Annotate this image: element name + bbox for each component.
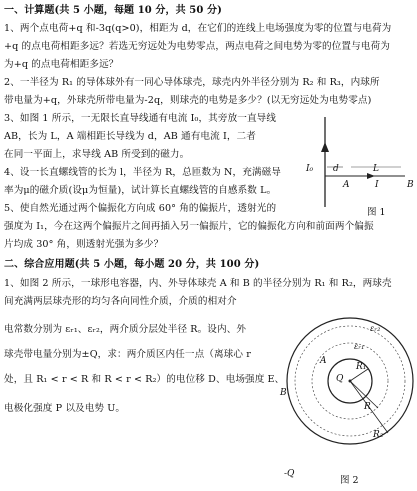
label-i: I — [375, 180, 379, 190]
label-a: A — [343, 180, 350, 190]
figure-1-diagram — [305, 112, 415, 222]
s2-q1-line1: 1、如图 2 所示，一球形电容器，内、外导体球壳 A 和 B 的半径分别为 R₁ 和 R₂，两球壳 — [4, 278, 392, 289]
s2-q1-line5: 处，且 R₁ < r < R 和 R < r < R₂）的电位移 D、电场强度 E、 — [4, 374, 285, 385]
q5-line3: 片均成 30° 角，则透射光强为多少？ — [4, 239, 164, 250]
section1-heading: 一、计算题(共 5 小题，每题 10 分，共 50 分) — [4, 5, 222, 16]
current-arrow-up — [321, 142, 329, 152]
figure-1-caption: 图 1 — [367, 207, 386, 218]
q3-line1: 3、如图 1 所示，一无限长直导线通有电流 I₀，其旁放一直导线 — [4, 113, 277, 124]
s2-q1-line2: 间充满两层球壳形的均匀各向同性介质，介质的相对介 — [4, 296, 237, 307]
figure-2-diagram — [270, 296, 417, 487]
label-q: Q — [336, 374, 344, 384]
label-l: L — [373, 164, 379, 174]
label-minus-q: -Q — [284, 469, 295, 479]
label-d: d — [333, 164, 339, 174]
figure-1 — [305, 112, 415, 222]
label-epsilon-r1: εᵣ₁ — [354, 342, 365, 351]
q1-line2: +q 的点电荷相距多远？若选无穷远处为电势零点，两点电荷之间电势为零的位置与电荷为 — [4, 41, 390, 52]
q5-line1: 5、使自然光通过两个偏振化方向成 60° 角的偏振片，透射光的 — [4, 203, 277, 214]
figure-2 — [270, 296, 417, 487]
label-epsilon-r2: εᵣ₂ — [370, 324, 381, 333]
label-b: B — [407, 180, 414, 190]
section2-heading: 二、综合应用题(共 5 小题，每小题 20 分，共 100 分) — [4, 259, 260, 270]
q3-line2: AB，长为 L，A 端相距长导线为 d，AB 通有电流 I，二者 — [4, 131, 256, 142]
label-b: B — [280, 388, 287, 398]
s2-q1-line4: 球壳带电量分别为±Q，求：两介质区内任一点（离球心 r — [4, 349, 251, 360]
figure-2-caption: 图 2 — [340, 475, 359, 486]
label-r: R — [364, 402, 371, 412]
label-a: A — [320, 356, 327, 366]
center-point — [349, 380, 352, 383]
q5-line2: 强度为 I₁，今在这两个偏振片之间再插入另一偏振片，它的偏振化方向和前面两个偏振 — [4, 221, 374, 232]
label-r2: R₂ — [373, 430, 384, 440]
q2-line1: 2、一半径为 R₁ 的导体球外有一同心导体球壳，球壳内外半径分别为 R₂ 和 R₃，内球所 — [4, 77, 380, 88]
label-i0: I₀ — [306, 164, 314, 174]
q4-line2: 率为μ的磁介质(设μ为恒量)，试计算长直螺线管的自感系数 L。 — [4, 185, 277, 196]
q4-line1: 4、设一长直螺线管的长为 l，半径为 R，总匝数为 N，充满磁导 — [4, 167, 281, 178]
q1-line1: 1、两个点电荷+q 和-3q(q>0)，相距为 d，在它们的连线上电场强度为零的位置与电荷为 — [4, 23, 392, 34]
label-r1: R₁ — [356, 362, 367, 372]
q3-line3: 在同一平面上，求导线 AB 所受到的磁力。 — [4, 149, 190, 160]
s2-q1-line3: 电常数分别为 εᵣ₁、εᵣ₂，两介质分层处半径 R。设内、外 — [4, 324, 247, 335]
q1-line3: 为+q 的点电荷相距多远？ — [4, 59, 119, 70]
q2-line2: 带电量为+q，外球壳所带电量为-2q，则球壳的电势是多少？(以无穷远处为电势零点) — [4, 95, 372, 106]
s2-q1-line6: 电极化强度 P 以及电势 U。 — [4, 403, 126, 414]
